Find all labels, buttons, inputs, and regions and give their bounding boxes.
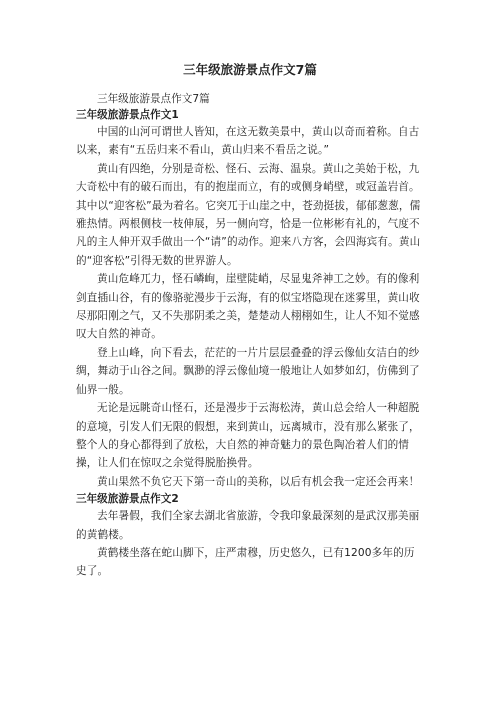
essay-paragraph: 黄山危峰兀力，怪石嶙峋，崖壁陡峭，尽显鬼斧神工之妙。有的像利剑直插山谷，有的像骆驼漫步于云海，有的似宝塔隐现在迷雾里，黄山收尽那阳刚之气，又不失那阴柔之美，楚楚动人栩栩如生，让人不知不觉感叹大自然的神奇。 — [76, 273, 420, 341]
essay-paragraph: 无论是远眺奇山怪石，还是漫步于云海松涛，黄山总会给人一种超脱的意境，引发人们无限的假想，来到黄山，远离城市，没有那么紧张了，整个人的身心都得到了放松，大自然的神奇魅力的景色陶冶着人们的情操，让人们在惊叹之余觉得脱胎换骨。 — [76, 402, 420, 470]
essay-paragraph: 黄鹤楼坐落在蛇山脚下，庄严肃穆，历史悠久，已有1200多年的历史了。 — [76, 546, 415, 578]
essay-paragraph: 登上山峰，向下看去，茫茫的一片片层层叠叠的浮云像仙女洁白的纱绸，舞动于山谷之间。飘渺的浮云像仙境一般地让人如梦如幻，仿佛到了仙界一般。 — [76, 346, 420, 396]
document-title: 三年级旅游景点作文7篇 — [183, 62, 317, 77]
essay-paragraph: 黄山果然不负它天下第一奇山的美称，以后有机会我一定还会再来！ — [97, 475, 420, 488]
essay-heading: 三年级旅游景点作文2 — [76, 493, 179, 506]
essay-heading: 三年级旅游景点作文1 — [76, 109, 179, 121]
essay-section-2 — [76, 491, 424, 581]
essay-paragraph: 黄山有四绝，分别是奇松、怪石、云海、温泉。黄山之美始于松，九大奇松中有的破石而出，有的抱崖而立，有的或侧身峭壁，或冠盖岩首。其中以“迎客松”最为着名。它突兀于山崖之中，苍劲挺拔，郁郁葱葱，儒雅热情。两根侧枝一枝伸展，另一侧向穹，恰是一位彬彬有礼的，气度不凡的主人伸开双手做出一个“请”的动作。迎来八方客，会四海宾有。黄山的“迎客松”引得无数的世界游人。 — [76, 162, 421, 267]
essay-section-1 — [76, 107, 424, 491]
essay-paragraph: 去年暑假，我们全家去湖北省旅游，令我印象最深刻的是武汉那美丽的黄鹤楼。 — [76, 510, 420, 541]
document-subtitle: 三年级旅游景点作文7篇 — [97, 93, 210, 105]
essay-paragraph: 中国的山河可谓世人皆知，在这无数美景中，黄山以奇而着称。自古以来，素有“五岳归来不看山，黄山归来不看岳之说。” — [76, 126, 420, 157]
